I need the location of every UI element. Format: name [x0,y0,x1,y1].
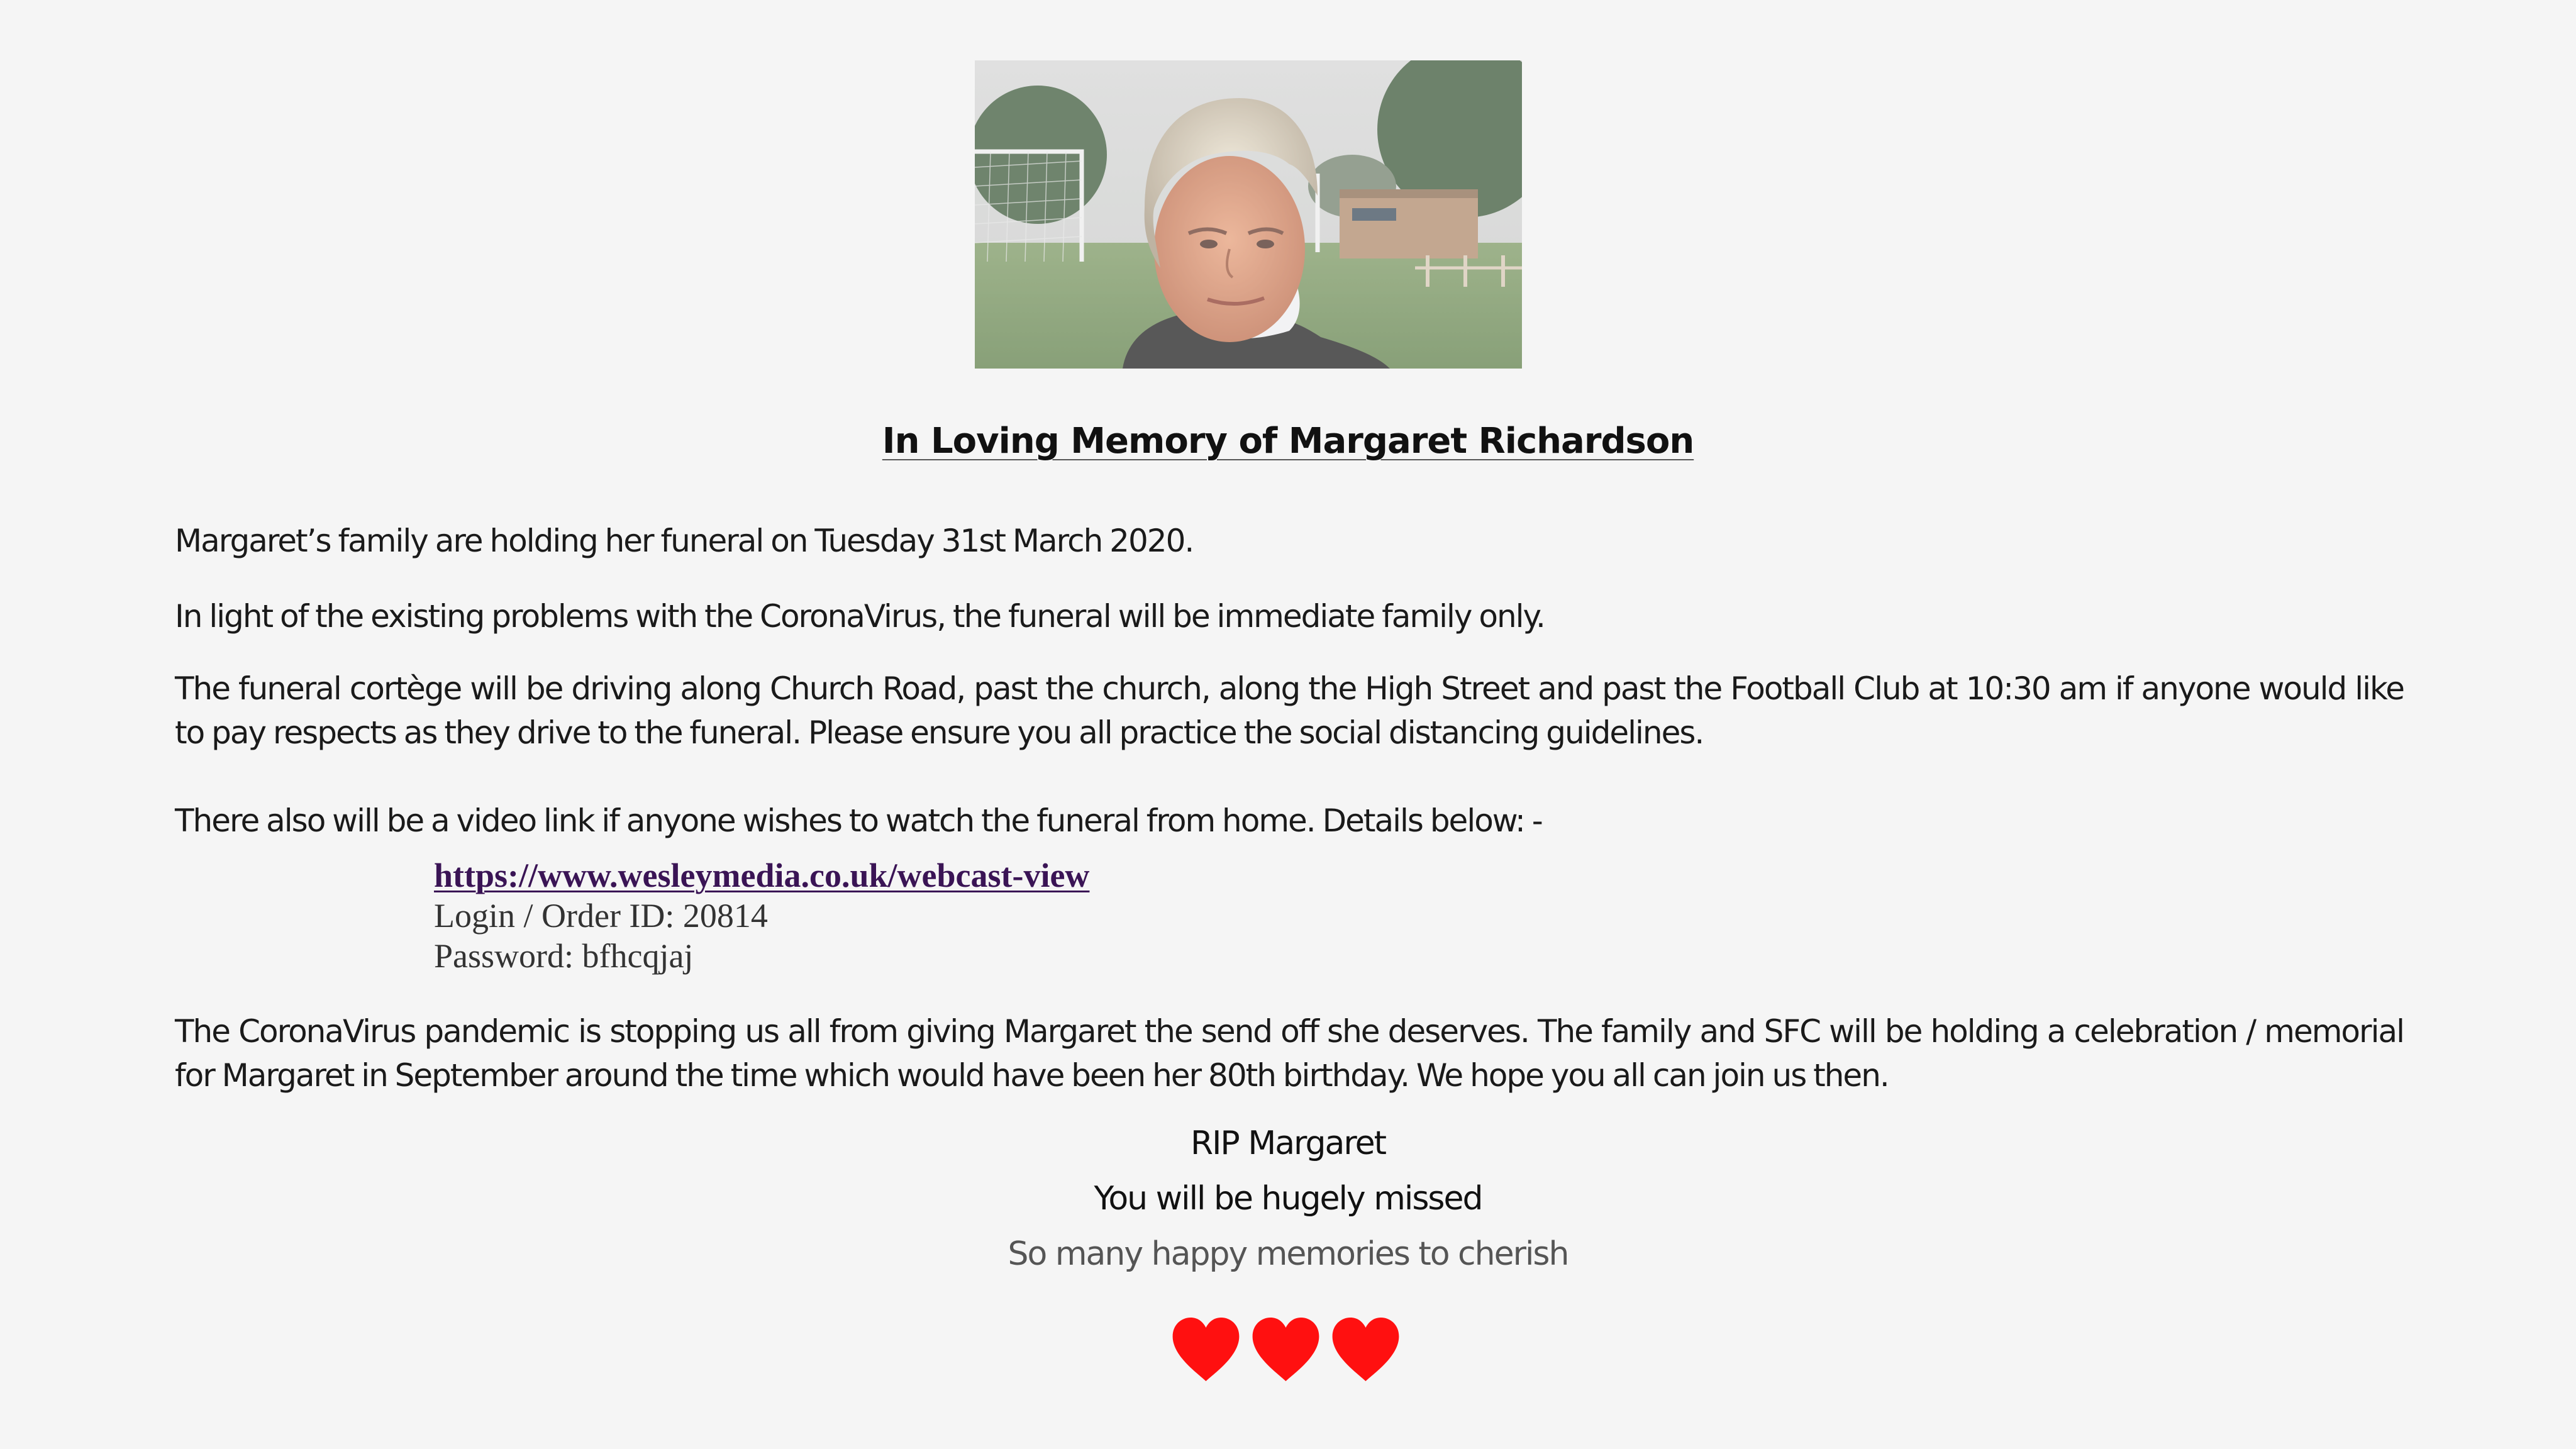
portrait-photo [975,60,1522,369]
webcast-link[interactable]: https://www.wesleymedia.co.uk/webcast-view [434,857,1090,894]
funeral-date-paragraph: Margaret’s family are holding her funeral on Tuesday 31st March 2020. [175,523,1194,559]
webcast-details [434,855,1089,976]
hearts-row [1170,1314,1409,1390]
memories-line: So many happy memories to cherish [1008,1235,1568,1273]
celebration-paragraph: The CoronaVirus pandemic is stopping us all from giving Margaret the send off she deserves. The family and SFC will be holding a celebration / memorial for Margaret in September around the time which would have been her 80th birthday. We hope you all can join us then. [175,1013,2404,1094]
heart-icon [1330,1314,1402,1384]
page-title-text: In Loving Memory of Margaret Richardson [882,421,1694,462]
page-title [0,416,2576,467]
heart-icon [1170,1314,1242,1384]
video-intro-paragraph: There also will be a video link if anyone wishes to watch the funeral from home. Details below: - [175,802,1542,839]
missed-line: You will be hugely missed [1094,1180,1482,1218]
family-only-paragraph: In light of the existing problems with the CoronaVirus, the funeral will be immediate family only. [175,598,1545,635]
webcast-login-id: Login / Order ID: 20814 [434,897,768,935]
heart-icon [1250,1314,1322,1384]
cortege-paragraph: The funeral cortège will be driving along Church Road, past the church, along the High Street and past the Football Club at 10:30 am if anyone would like to pay respects as they drive to the funeral. Please ensure you all practice the social distancing guidelines. [175,670,2404,751]
webcast-password: Password: bfhcqjaj [434,937,694,975]
rip-line: RIP Margaret [1190,1124,1386,1162]
